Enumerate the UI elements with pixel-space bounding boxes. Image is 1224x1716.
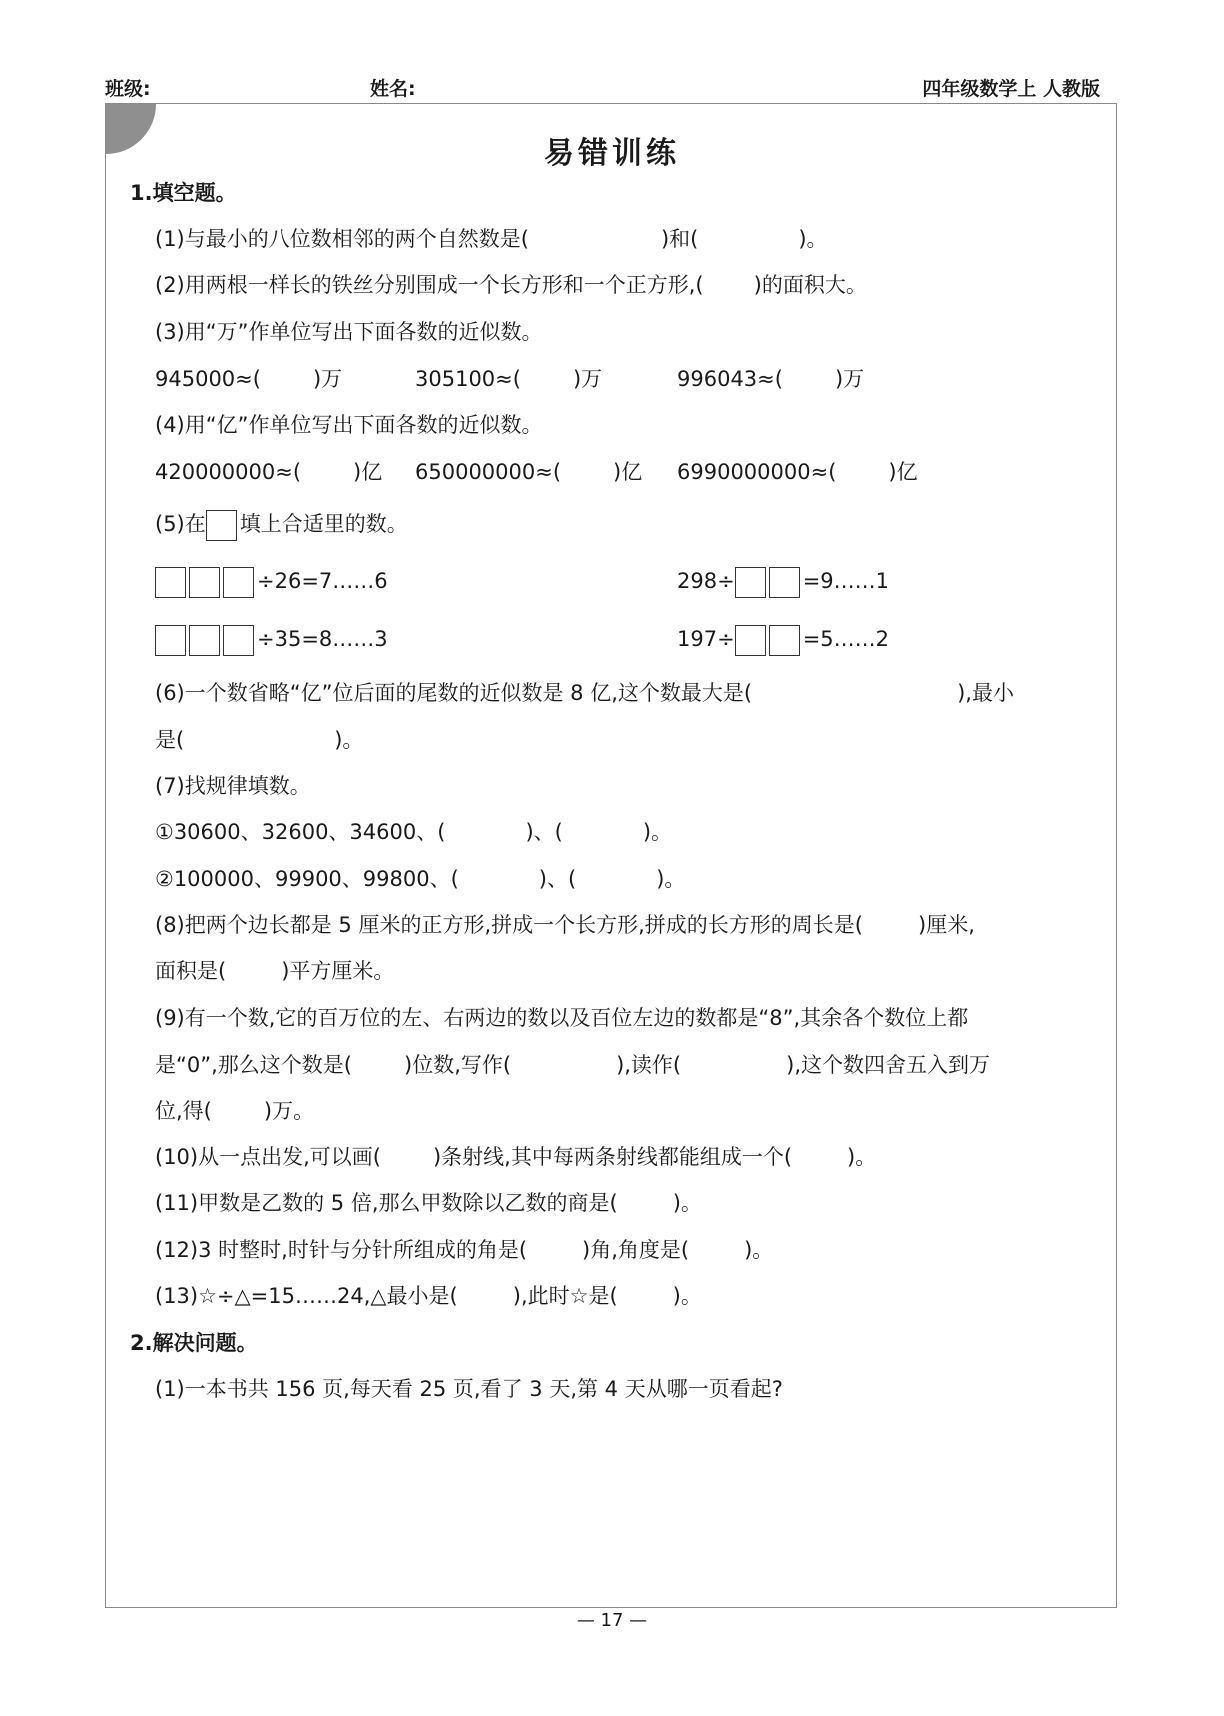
answer-box[interactable] bbox=[189, 567, 220, 598]
question-3: (3)用“万”作单位写出下面各数的近似数。 bbox=[155, 320, 543, 344]
question-3-expr-1: 945000≈( )万 bbox=[155, 367, 343, 391]
answer-box[interactable] bbox=[223, 567, 254, 598]
question-4-expr-3: 6990000000≈( )亿 bbox=[677, 460, 918, 484]
question-5-row-2-left: ÷35=8……3 bbox=[155, 624, 388, 656]
question-10: (10)从一点出发,可以画( )条射线,其中每两条射线都能组成一个( )。 bbox=[155, 1145, 877, 1169]
question-5-row-2-right: 197÷ =5……2 bbox=[677, 624, 889, 656]
section-2-heading: 2.解决问题。 bbox=[130, 1331, 258, 1355]
problem-1: (1)一本书共 156 页,每天看 25 页,看了 3 天,第 4 天从哪一页看起? bbox=[155, 1377, 783, 1401]
section-1-heading: 1.填空题。 bbox=[130, 181, 237, 205]
question-7-seq-1: ①30600、32600、34600、( )、( )。 bbox=[155, 820, 673, 844]
question-9-cont-1: 是“0”,那么这个数是( )位数,写作( ),读作( ),这个数四舍五入到万 bbox=[155, 1053, 990, 1077]
class-label: 班级: bbox=[105, 78, 151, 100]
answer-box[interactable] bbox=[769, 625, 800, 656]
question-4-expr-1: 420000000≈( )亿 bbox=[155, 460, 383, 484]
page-number: — 17 — bbox=[576, 1610, 648, 1631]
answer-box[interactable] bbox=[155, 625, 186, 656]
question-8-cont: 面积是( )平方厘米。 bbox=[155, 959, 395, 983]
name-label: 姓名: bbox=[370, 78, 416, 100]
question-8: (8)把两个边长都是 5 厘米的正方形,拼成一个长方形,拼成的长方形的周长是( )厘米, bbox=[155, 913, 975, 937]
question-11: (11)甲数是乙数的 5 倍,那么甲数除以乙数的商是( )。 bbox=[155, 1191, 702, 1215]
page-title: 易错训练 bbox=[544, 136, 680, 171]
answer-box[interactable] bbox=[223, 625, 254, 656]
answer-box[interactable] bbox=[735, 625, 766, 656]
question-4: (4)用“亿”作单位写出下面各数的近似数。 bbox=[155, 413, 543, 437]
answer-box[interactable] bbox=[155, 567, 186, 598]
book-label: 四年级数学上 人教版 bbox=[922, 78, 1100, 100]
question-12: (12)3 时整时,时针与分针所组成的角是( )角,角度是( )。 bbox=[155, 1238, 774, 1262]
question-1: (1)与最小的八位数相邻的两个自然数是( )和( )。 bbox=[155, 227, 828, 251]
question-2: (2)用两根一样长的铁丝分别围成一个长方形和一个正方形,( )的面积大。 bbox=[155, 273, 867, 297]
question-7-seq-2: ②100000、99900、99800、( )、( )。 bbox=[155, 867, 686, 891]
question-5-row-1-right: 298÷ =9……1 bbox=[677, 566, 889, 598]
answer-box[interactable] bbox=[206, 510, 237, 541]
answer-box[interactable] bbox=[735, 567, 766, 598]
question-3-expr-2: 305100≈( )万 bbox=[415, 367, 603, 391]
question-5-row-1-left: ÷26=7……6 bbox=[155, 566, 388, 598]
question-9: (9)有一个数,它的百万位的左、右两边的数以及百位左边的数都是“8”,其余各个数位上都 bbox=[155, 1006, 969, 1030]
question-6: (6)一个数省略“亿”位后面的尾数的近似数是 8 亿,这个数最大是( ),最小 bbox=[155, 681, 1014, 705]
question-6-cont: 是( )。 bbox=[155, 728, 364, 752]
question-9-cont-2: 位,得( )万。 bbox=[155, 1099, 315, 1123]
question-4-expr-2: 650000000≈( )亿 bbox=[415, 460, 643, 484]
question-7: (7)找规律填数。 bbox=[155, 774, 311, 798]
question-5: (5)在 填上合适里的数。 bbox=[155, 509, 408, 541]
answer-box[interactable] bbox=[769, 567, 800, 598]
answer-box[interactable] bbox=[189, 625, 220, 656]
question-13: (13)☆÷△=15……24,△最小是( ),此时☆是( )。 bbox=[155, 1284, 702, 1308]
question-3-expr-3: 996043≈( )万 bbox=[677, 367, 865, 391]
